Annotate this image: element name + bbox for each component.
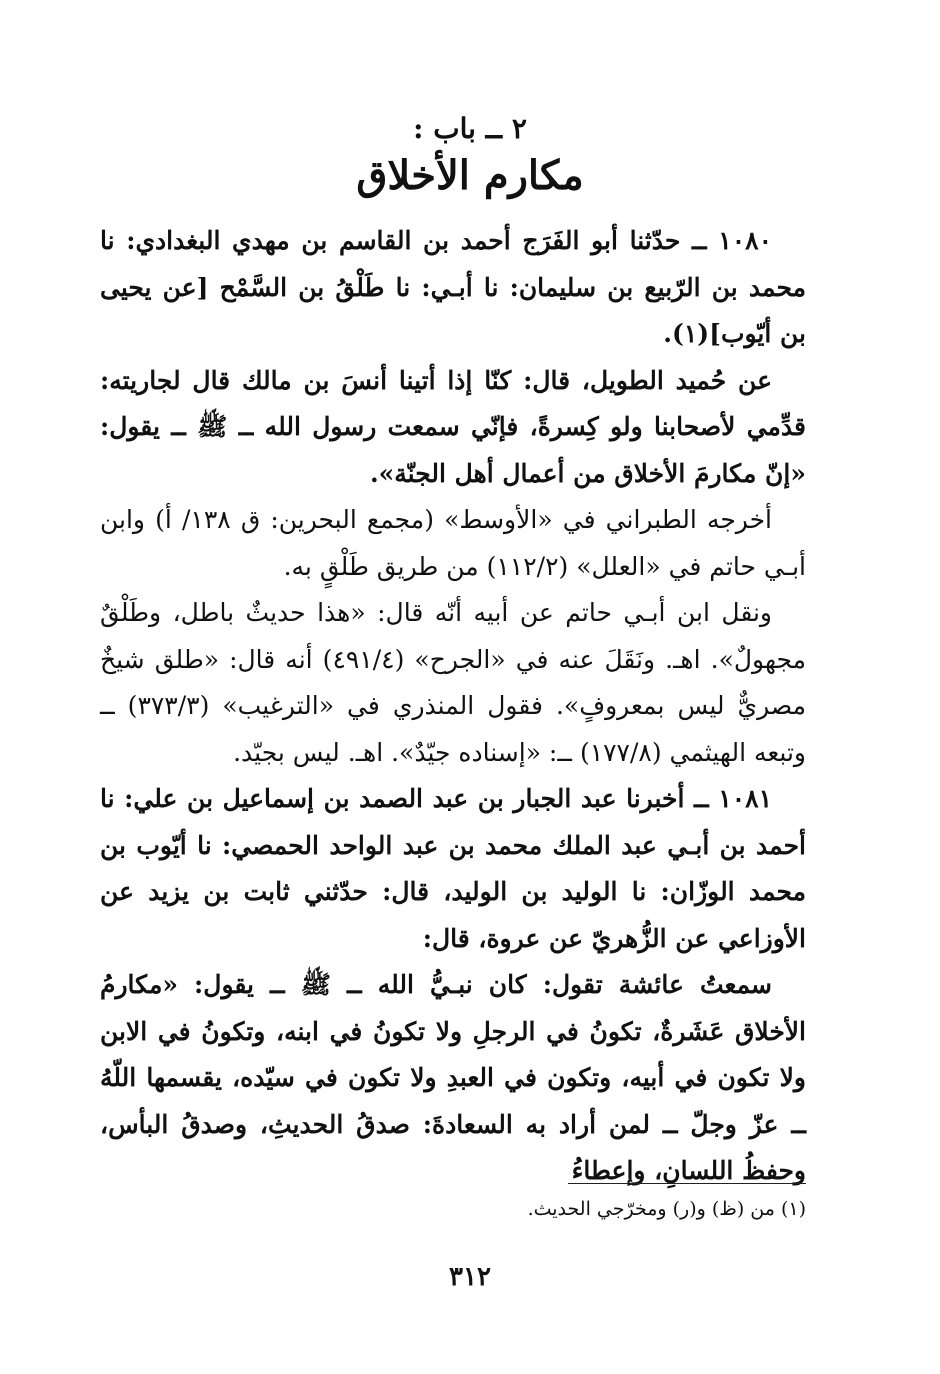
paragraph-hadith-1080-matn: عن حُميد الطويل، قال: كنّا إذا أتينا أنسَ بن مالك قال لجاريته: قدِّمي لأصحابنا ولو كِسرةً، فإنّي سمعت رسول الله ــ ﷺ ــ يقول: «إنّ مكارمَ الأخلاق من أعمال أهل الجنّة». [100,365,806,488]
paragraph-takhrij: أخرجه الطبراني في «الأوسط» (مجمع البحرين: ق ١٣٨/ أ) وابن أبـي حاتم في «العلل» (١١٢/٢) من طريق طَلْقٍ به. [100,505,806,581]
body-text [100,218,806,1195]
footnote: (١) من (ظ) و(ر) ومخرّجي الحديث. [527,1198,806,1220]
paragraph-hadith-1080-isnad: ١٠٨٠ ــ حدّثنا أبو الفَرَج أحمد بن القاسم بن مهدي البغدادي: نا محمد بن الرّبيع بن سليمان: نا أبـي: نا طَلْقُ بن السَّمْح [عن يحيى بن أيّوب](١). [100,226,806,348]
paragraph-hadith-1081-matn: سمعتُ عائشة تقول: كان نبـيُّ الله ــ ﷺ ــ يقول: «مكارمُ الأخلاق عَشَرةٌ، تكونُ في الرجلِ ولا تكونُ في ابنه، وتكونُ في الابن ولا تكون في أبيه، وتكون في العبدِ ولا تكون في سيّده، يقسمها اللّهُ ــ عزّ وجلّ ــ لمن أراد به السعادةَ: صدقُ الحديثِ، وصدقُ البأس، وحفظُ اللسانِ، وإعطاءُ [100,970,806,1185]
footnote-divider [568,1183,806,1184]
paragraph-commentary: ونقل ابن أبـي حاتم عن أبيه أنّه قال: «هذا حديثٌ باطل، وطَلْقٌ مجهولٌ». اهـ. ونَقَلَ عنه في «الجرح» (٤٩١/٤) أنه قال: «طلق شيخٌ مصريٌّ ليس بمعروفٍ». فقول المنذري في «الترغيب» (٣٧٣/٣) ــ وتبعه الهيثمي (١٧٧/٨) ــ: «إسناده جيّدٌ». اهـ. ليس بجيّد. [100,598,806,767]
chapter-title: مكارم الأخلاق [356,152,584,199]
paragraph-hadith-1081-isnad: ١٠٨١ ــ أخبرنا عبد الجبار بن عبد الصمد بن إسماعيل بن علي: نا أحمد بن أبـي عبد الملك محمد بن عبد الواحد الحمصي: نا أيّوب بن محمد الوزّان: نا الوليد بن الوليد، قال: حدّثني ثابت بن يزيد عن الأوزاعي عن الزُّهريّ عن عروة، قال: [100,784,806,953]
chapter-number: ٢ ــ باب : [413,112,527,145]
page-number: ٣١٢ [449,1262,491,1292]
